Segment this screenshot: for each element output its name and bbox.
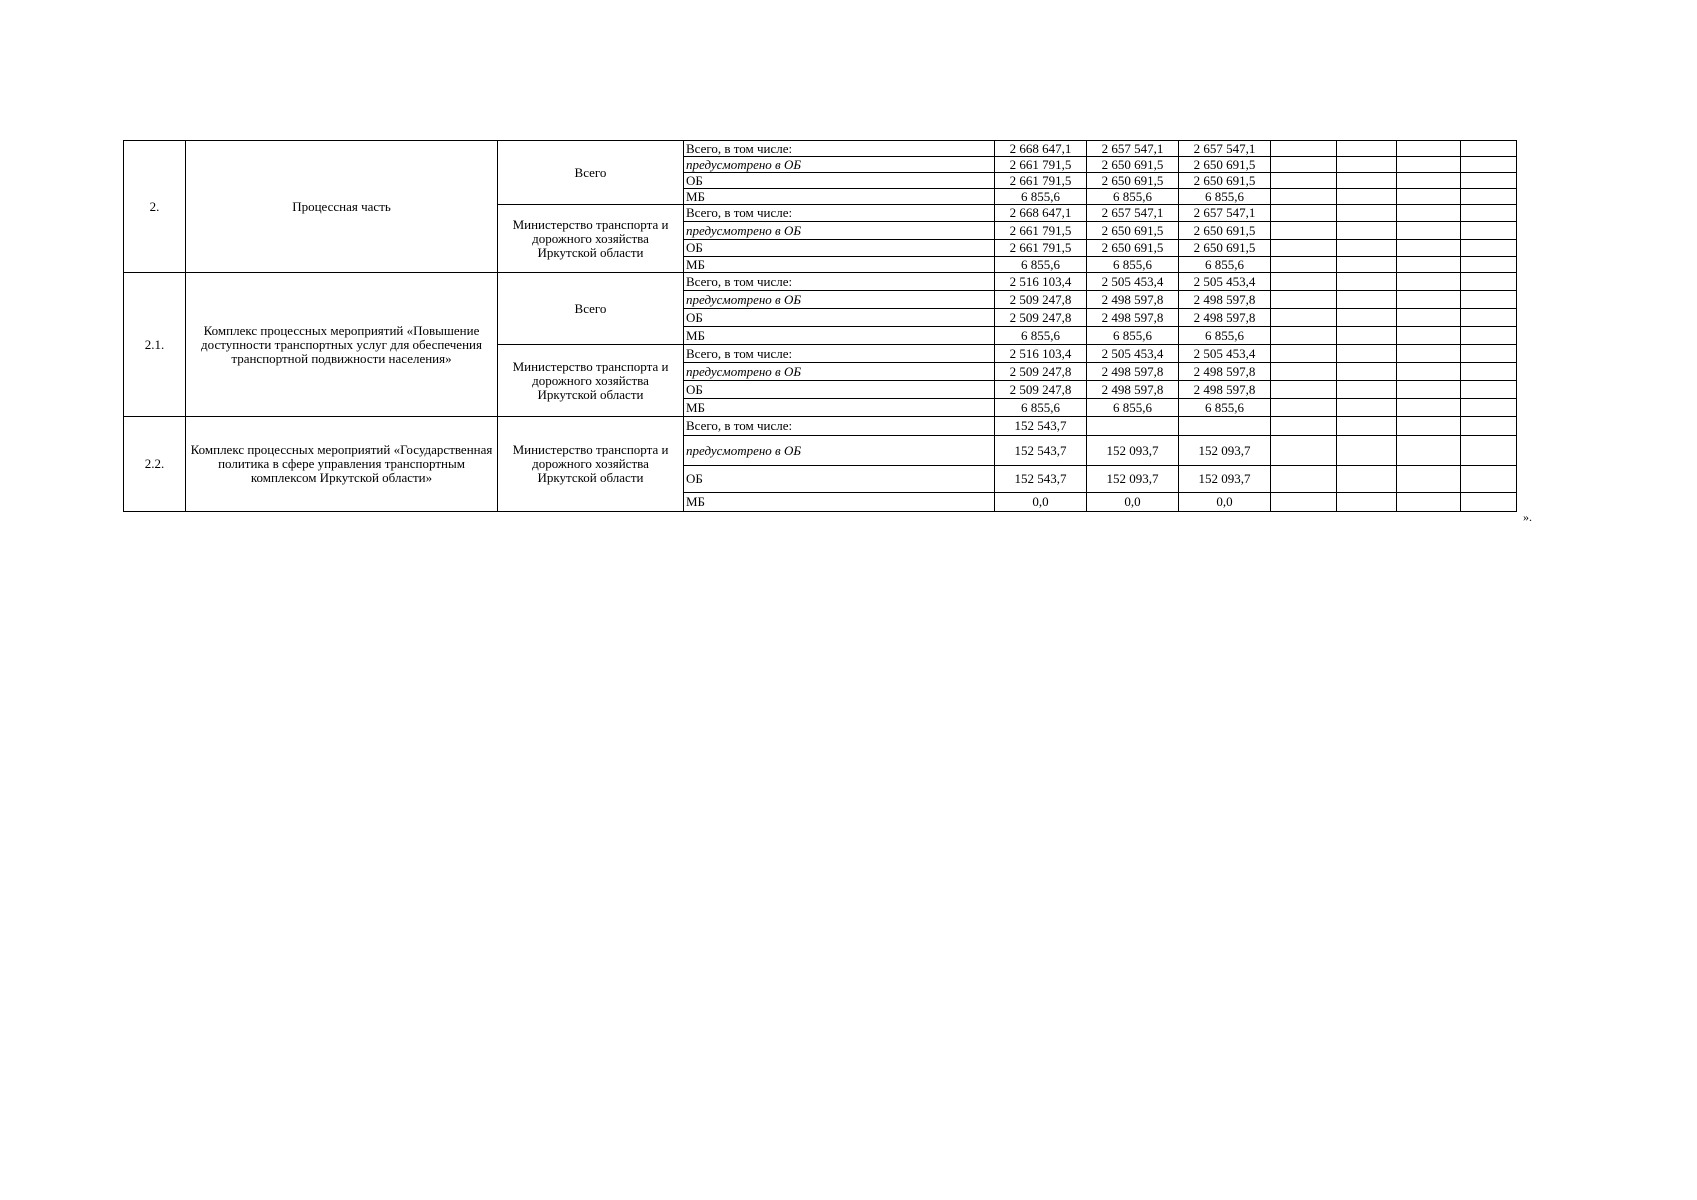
funding-source-label: ОБ — [684, 240, 995, 257]
budget-table — [123, 140, 1517, 512]
amount-cell: 2 498 597,8 — [1179, 363, 1271, 381]
amount-cell: 2 498 597,8 — [1179, 381, 1271, 399]
amount-cell: 6 855,6 — [1087, 189, 1179, 205]
amount-cell: 6 855,6 — [1179, 399, 1271, 417]
amount-cell: 152 093,7 — [1087, 436, 1179, 466]
empty-cell — [1461, 157, 1517, 173]
amount-cell: 2 650 691,5 — [1179, 240, 1271, 257]
empty-cell — [1271, 173, 1337, 189]
empty-cell — [1271, 327, 1337, 345]
amount-cell: 2 650 691,5 — [1087, 240, 1179, 257]
amount-cell: 2 509 247,8 — [995, 309, 1087, 327]
amount-cell: 2 650 691,5 — [1087, 173, 1179, 189]
section-number: 2.1. — [124, 273, 186, 417]
empty-cell — [1271, 205, 1337, 222]
empty-cell — [1337, 363, 1397, 381]
empty-cell — [1461, 399, 1517, 417]
amount-cell: 2 498 597,8 — [1087, 363, 1179, 381]
executor-cell: Всего — [498, 273, 684, 345]
funding-source-label: ОБ — [684, 309, 995, 327]
empty-cell — [1337, 381, 1397, 399]
funding-source-label: Всего, в том числе: — [684, 345, 995, 363]
empty-cell — [1461, 417, 1517, 436]
empty-cell — [1461, 257, 1517, 273]
section-number: 2.2. — [124, 417, 186, 512]
empty-cell — [1337, 417, 1397, 436]
empty-cell — [1461, 291, 1517, 309]
empty-cell — [1337, 436, 1397, 466]
table-body — [124, 141, 1517, 512]
funding-source-label: ОБ — [684, 466, 995, 493]
amount-cell: 2 509 247,8 — [995, 381, 1087, 399]
empty-cell — [1397, 345, 1461, 363]
executor-cell: Министерство транспорта и дорожного хозяйства Иркутской области — [498, 205, 684, 273]
empty-cell — [1337, 157, 1397, 173]
amount-cell: 2 650 691,5 — [1087, 157, 1179, 173]
table-row — [124, 273, 1517, 291]
amount-cell: 6 855,6 — [995, 257, 1087, 273]
amount-cell: 2 650 691,5 — [1179, 222, 1271, 240]
empty-cell — [1337, 399, 1397, 417]
amount-cell: 2 498 597,8 — [1179, 309, 1271, 327]
section-title: Комплекс процессных мероприятий «Государственная политика в сфере управления транспортным комплексом Иркутской области» — [186, 417, 498, 512]
empty-cell — [1271, 309, 1337, 327]
empty-cell — [1337, 205, 1397, 222]
empty-cell — [1397, 493, 1461, 512]
empty-cell — [1461, 345, 1517, 363]
funding-source-label: предусмотрено в ОБ — [684, 436, 995, 466]
empty-cell — [1461, 493, 1517, 512]
executor-cell: Министерство транспорта и дорожного хозяйства Иркутской области — [498, 345, 684, 417]
empty-cell — [1271, 381, 1337, 399]
amount-cell: 0,0 — [1179, 493, 1271, 512]
empty-cell — [1271, 363, 1337, 381]
empty-cell — [1397, 291, 1461, 309]
empty-cell — [1397, 381, 1461, 399]
amount-cell: 2 498 597,8 — [1087, 291, 1179, 309]
empty-cell — [1397, 436, 1461, 466]
empty-cell — [1397, 309, 1461, 327]
amount-cell: 2 516 103,4 — [995, 345, 1087, 363]
empty-cell — [1337, 466, 1397, 493]
funding-source-label: Всего, в том числе: — [684, 205, 995, 222]
empty-cell — [1397, 327, 1461, 345]
amount-cell: 152 093,7 — [1179, 436, 1271, 466]
amount-cell: 2 505 453,4 — [1179, 273, 1271, 291]
executor-cell: Министерство транспорта и дорожного хозяйства Иркутской области — [498, 417, 684, 512]
section-title: Комплекс процессных мероприятий «Повышение доступности транспортных услуг для обеспечения транспортной подвижности населения» — [186, 273, 498, 417]
amount-cell: 2 498 597,8 — [1087, 381, 1179, 399]
amount-cell: 2 505 453,4 — [1087, 273, 1179, 291]
amount-cell: 152 093,7 — [1179, 466, 1271, 493]
funding-source-label: Всего, в том числе: — [684, 417, 995, 436]
empty-cell — [1337, 327, 1397, 345]
empty-cell — [1397, 205, 1461, 222]
empty-cell — [1397, 399, 1461, 417]
empty-cell — [1461, 309, 1517, 327]
amount-cell: 2 650 691,5 — [1179, 157, 1271, 173]
amount-cell: 6 855,6 — [995, 189, 1087, 205]
amount-cell: 2 498 597,8 — [1179, 291, 1271, 309]
empty-cell — [1461, 173, 1517, 189]
amount-cell: 0,0 — [995, 493, 1087, 512]
empty-cell — [1461, 436, 1517, 466]
amount-cell: 6 855,6 — [995, 399, 1087, 417]
funding-source-label: ОБ — [684, 173, 995, 189]
closing-quote-mark: ». — [1523, 510, 1532, 524]
empty-cell — [1271, 273, 1337, 291]
amount-cell: 2 509 247,8 — [995, 363, 1087, 381]
empty-cell — [1271, 493, 1337, 512]
amount-cell: 6 855,6 — [995, 327, 1087, 345]
funding-source-label: Всего, в том числе: — [684, 141, 995, 157]
amount-cell: 2 661 791,5 — [995, 173, 1087, 189]
empty-cell — [1397, 240, 1461, 257]
amount-cell: 6 855,6 — [1087, 257, 1179, 273]
empty-cell — [1337, 189, 1397, 205]
empty-cell — [1271, 417, 1337, 436]
amount-cell: 2 505 453,4 — [1087, 345, 1179, 363]
amount-cell: 0,0 — [1087, 493, 1179, 512]
empty-cell — [1397, 417, 1461, 436]
empty-cell — [1271, 291, 1337, 309]
empty-cell — [1397, 363, 1461, 381]
amount-cell: 152 543,7 — [995, 417, 1087, 436]
empty-cell — [1337, 257, 1397, 273]
amount-cell: 2 650 691,5 — [1179, 173, 1271, 189]
table-row — [124, 417, 1517, 436]
funding-source-label: МБ — [684, 493, 995, 512]
amount-cell: 2 661 791,5 — [995, 222, 1087, 240]
empty-cell — [1461, 222, 1517, 240]
empty-cell — [1461, 466, 1517, 493]
funding-source-label: МБ — [684, 399, 995, 417]
amount-cell: 6 855,6 — [1179, 257, 1271, 273]
empty-cell — [1461, 189, 1517, 205]
empty-cell — [1337, 141, 1397, 157]
empty-cell — [1397, 273, 1461, 291]
empty-cell — [1337, 240, 1397, 257]
empty-cell — [1397, 257, 1461, 273]
amount-cell: 2 661 791,5 — [995, 240, 1087, 257]
empty-cell — [1271, 189, 1337, 205]
amount-cell — [1087, 417, 1179, 436]
amount-cell: 2 668 647,1 — [995, 205, 1087, 222]
empty-cell — [1461, 205, 1517, 222]
empty-cell — [1397, 141, 1461, 157]
funding-source-label: предусмотрено в ОБ — [684, 363, 995, 381]
section-number: 2. — [124, 141, 186, 273]
empty-cell — [1337, 273, 1397, 291]
empty-cell — [1271, 240, 1337, 257]
empty-cell — [1337, 173, 1397, 189]
empty-cell — [1271, 399, 1337, 417]
amount-cell: 6 855,6 — [1179, 327, 1271, 345]
amount-cell: 2 657 547,1 — [1179, 205, 1271, 222]
amount-cell: 2 657 547,1 — [1087, 141, 1179, 157]
empty-cell — [1271, 257, 1337, 273]
amount-cell: 2 661 791,5 — [995, 157, 1087, 173]
funding-source-label: предусмотрено в ОБ — [684, 222, 995, 240]
empty-cell — [1337, 493, 1397, 512]
empty-cell — [1397, 157, 1461, 173]
empty-cell — [1397, 466, 1461, 493]
funding-source-label: предусмотрено в ОБ — [684, 157, 995, 173]
amount-cell: 2 657 547,1 — [1087, 205, 1179, 222]
funding-source-label: МБ — [684, 327, 995, 345]
empty-cell — [1271, 436, 1337, 466]
amount-cell: 2 505 453,4 — [1179, 345, 1271, 363]
empty-cell — [1397, 222, 1461, 240]
empty-cell — [1271, 222, 1337, 240]
empty-cell — [1337, 309, 1397, 327]
funding-source-label: предусмотрено в ОБ — [684, 291, 995, 309]
amount-cell: 6 855,6 — [1087, 399, 1179, 417]
empty-cell — [1271, 141, 1337, 157]
empty-cell — [1461, 381, 1517, 399]
empty-cell — [1461, 327, 1517, 345]
funding-source-label: МБ — [684, 189, 995, 205]
amount-cell: 2 516 103,4 — [995, 273, 1087, 291]
amount-cell: 2 509 247,8 — [995, 291, 1087, 309]
amount-cell: 2 657 547,1 — [1179, 141, 1271, 157]
empty-cell — [1271, 157, 1337, 173]
funding-source-label: Всего, в том числе: — [684, 273, 995, 291]
table-row — [124, 141, 1517, 157]
amount-cell: 6 855,6 — [1087, 327, 1179, 345]
amount-cell: 152 543,7 — [995, 466, 1087, 493]
amount-cell: 2 498 597,8 — [1087, 309, 1179, 327]
amount-cell: 152 093,7 — [1087, 466, 1179, 493]
empty-cell — [1337, 345, 1397, 363]
amount-cell: 2 668 647,1 — [995, 141, 1087, 157]
empty-cell — [1271, 466, 1337, 493]
amount-cell: 152 543,7 — [995, 436, 1087, 466]
amount-cell: 6 855,6 — [1179, 189, 1271, 205]
empty-cell — [1337, 291, 1397, 309]
amount-cell — [1179, 417, 1271, 436]
amount-cell: 2 650 691,5 — [1087, 222, 1179, 240]
empty-cell — [1271, 345, 1337, 363]
empty-cell — [1461, 240, 1517, 257]
empty-cell — [1461, 273, 1517, 291]
empty-cell — [1337, 222, 1397, 240]
section-title: Процессная часть — [186, 141, 498, 273]
executor-cell: Всего — [498, 141, 684, 205]
empty-cell — [1397, 173, 1461, 189]
funding-source-label: ОБ — [684, 381, 995, 399]
funding-source-label: МБ — [684, 257, 995, 273]
empty-cell — [1397, 189, 1461, 205]
empty-cell — [1461, 141, 1517, 157]
empty-cell — [1461, 363, 1517, 381]
